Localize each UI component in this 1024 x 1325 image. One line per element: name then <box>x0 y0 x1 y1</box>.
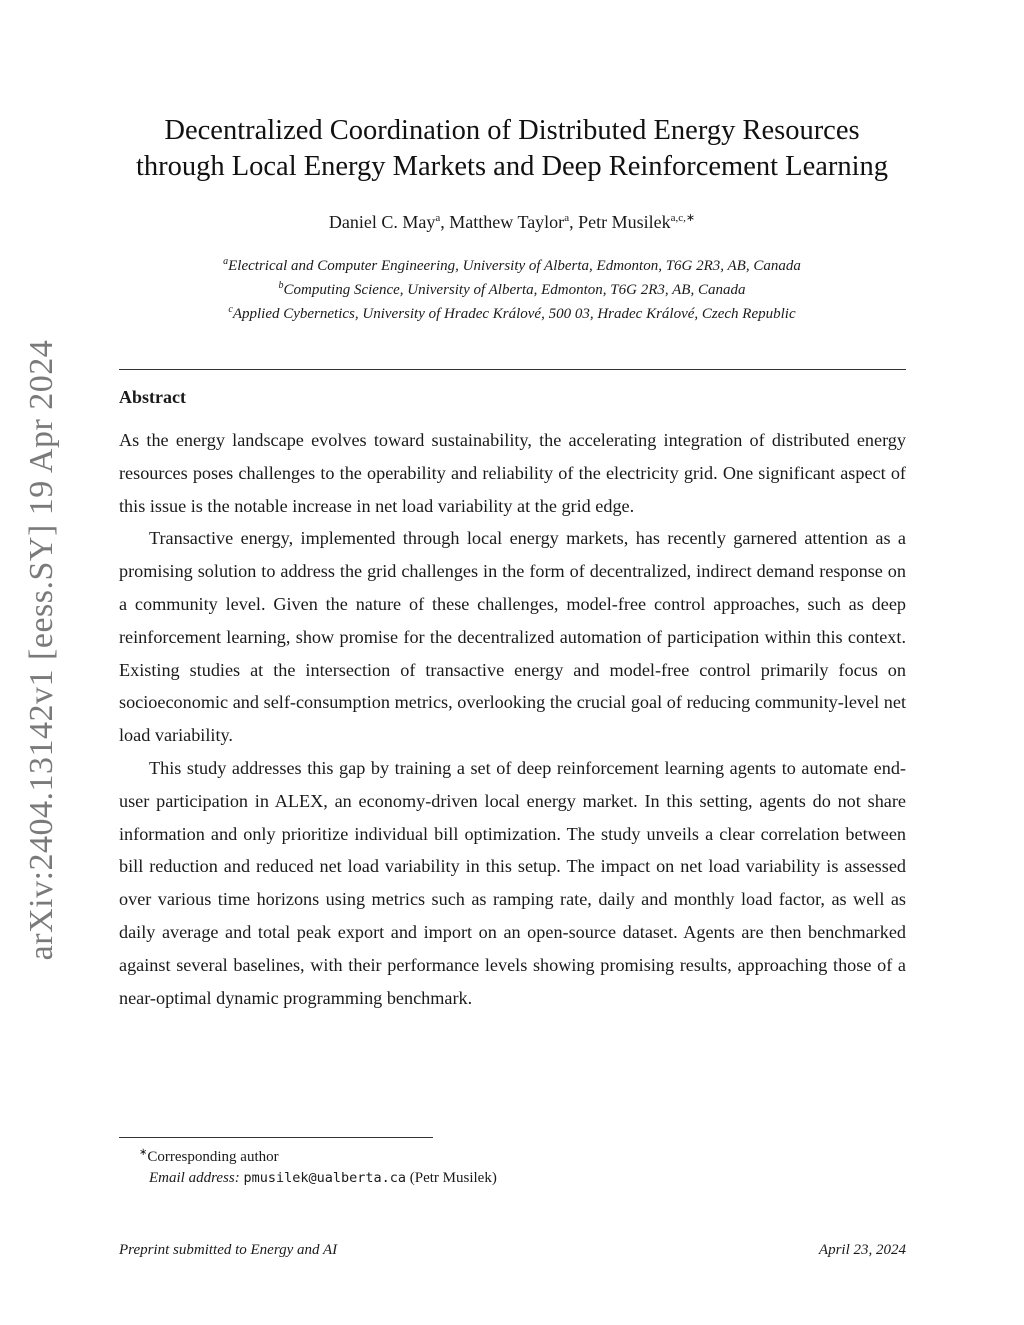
title-line-1: Decentralized Coordination of Distributed Energy Resources <box>164 115 860 146</box>
author-affiliation-mark: a,c,∗ <box>670 212 696 224</box>
affiliation <box>100 300 924 324</box>
abstract-paragraph: This study addresses this gap by training a set of deep reinforcement learning agents to automate end-user participation in ALEX, an economy-driven local energy market. In this setting, agents do not share information and only prioritize individual bill optimization. The study unveils a clear correlation between bill reduction and reduced net load variability in this setup. The impact on net load variability is assessed over various time horizons using metrics such as ramping rate, daily and monthly load factor, as well as daily average and total peak export and import on an open-source dataset. Agents are then benchmarked against several baselines, with their performance levels showing promising results, approaching those of a near-optimal dynamic programming benchmark. <box>119 757 906 1008</box>
author-name: Daniel C. May <box>328 212 436 232</box>
abstract-heading: Abstract <box>119 387 186 407</box>
title-line-2: through Local Energy Markets and Deep Reinforcement Learning <box>135 151 889 182</box>
author-name: Petr Musilek <box>578 212 671 232</box>
author-list: Daniel C. May$^a$, Matthew Taylor$^a$, Petr Musilek$^{a,c,∗}$ <box>328 212 696 232</box>
affiliation-text: Electrical and Computer Engineering, University of Alberta, Edmonton, T6G 2R3, AB, Canada <box>228 258 801 274</box>
affiliation-mark: c <box>228 304 233 315</box>
affiliation-text: Applied Cybernetics, University of Hradec Králové, 500 03, Hradec Králové, Czech Republic <box>232 306 796 322</box>
preprint-date: April 23, 2024 <box>818 1242 906 1258</box>
footnote <box>119 1142 819 1189</box>
abstract-paragraph: As the energy landscape evolves toward sustainability, the accelerating integration of distributed energy resources poses challenges to the operability and reliability of the electricity grid. One significant aspect of this issue is the notable increase in net load variability at the grid edge. <box>119 430 906 516</box>
author-name: Matthew Taylor <box>449 212 565 232</box>
author-affiliation-mark: a <box>564 212 570 224</box>
abstract-paragraph: Transactive energy, implemented through local energy markets, has recently garnered attention as a promising solution to address the grid challenges in the form of decentralized, indirect demand response on a community level. Given the nature of these challenges, model-free control approaches, such as deep reinforcement learning, show promise for the decentralized automation of participation within this context. Existing studies at the intersection of transactive energy and model-free control primarily focus on socioeconomic and self-consumption metrics, overlooking the crucial goal of reducing community-level net load variability. <box>119 528 906 746</box>
abstract-body <box>119 424 906 1014</box>
affiliation-list <box>100 252 924 324</box>
author-affiliation-mark: a <box>435 212 441 224</box>
email-label: Email address: <box>149 1170 240 1186</box>
abstract-top-rule <box>119 369 906 370</box>
paper-title <box>100 113 924 185</box>
email-link[interactable]: pmusilek@ualberta.ca <box>243 1170 407 1186</box>
corresponding-author-note <box>119 1142 819 1168</box>
affiliation <box>100 276 924 300</box>
affiliation-mark: b <box>278 280 284 291</box>
affiliation-mark: a <box>223 256 229 267</box>
preprint-notice: Preprint submitted to Energy and AI <box>119 1242 338 1258</box>
email-owner: (Petr Musilek) <box>409 1170 497 1186</box>
affiliation-text: Computing Science, University of Alberta, Edmonton, T6G 2R3, AB, Canada <box>283 282 746 298</box>
footnote-rule <box>119 1137 433 1138</box>
footnote-mark: ∗ <box>139 1147 148 1158</box>
email-note <box>119 1168 819 1189</box>
corresponding-author-text: Corresponding author <box>147 1149 279 1165</box>
arxiv-identifier-stamp: arXiv:2404.13142v1 [eess.SY] 19 Apr 2024 <box>23 339 60 961</box>
affiliation <box>100 252 924 276</box>
